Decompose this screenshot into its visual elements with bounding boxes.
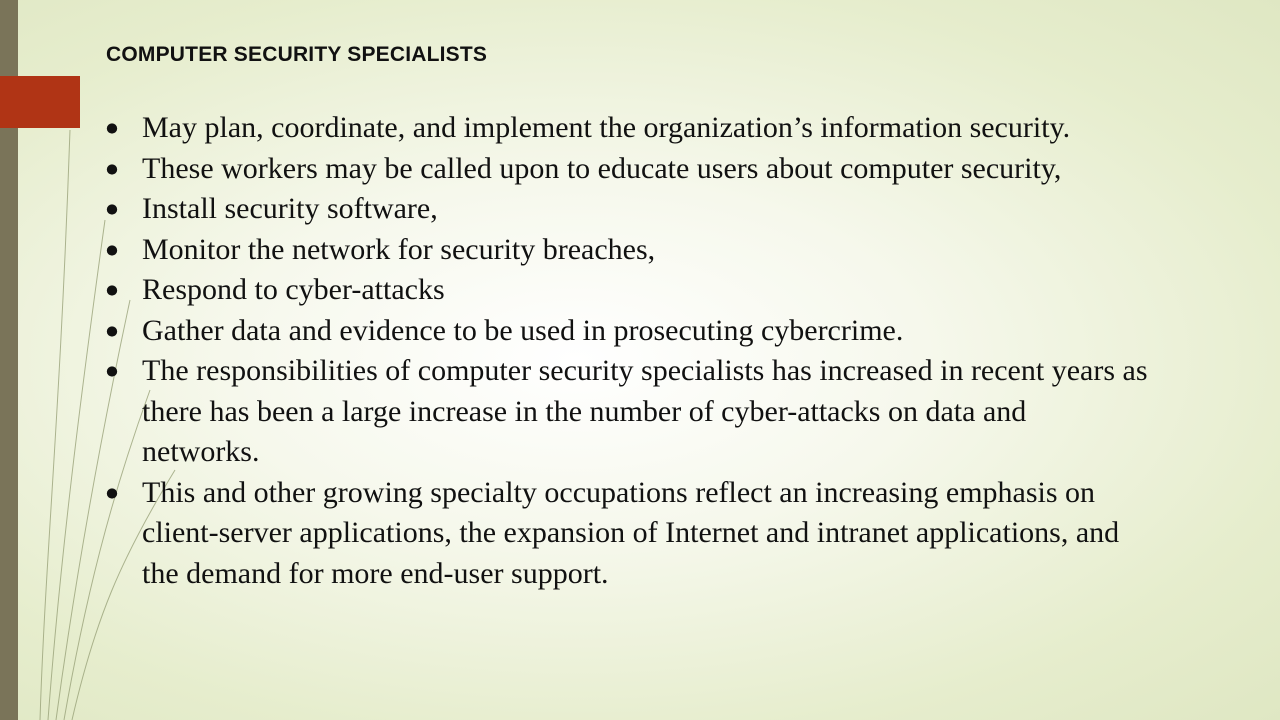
bullet-dot-icon: ⦁: [106, 155, 118, 182]
bullet-item: [100, 189, 1150, 230]
bullet-text: Gather data and evidence to be used in prosecuting cybercrime.: [142, 313, 904, 347]
bullet-text: Install security software,: [142, 192, 438, 225]
bullet-item: [100, 270, 1150, 311]
bullet-text: These workers may be called upon to educate users about computer security,: [142, 151, 1062, 185]
bullet-item: [100, 108, 1150, 149]
bullet-item: [100, 351, 1150, 473]
bullet-item: [100, 473, 1150, 595]
bullet-dot-icon: ⦁: [106, 196, 118, 222]
bullet-item: [100, 311, 1150, 352]
bullet-list: [100, 108, 1150, 594]
bullet-text: Respond to cyber-attacks: [142, 273, 445, 306]
bullet-dot-icon: ⦁: [106, 277, 118, 303]
accent-tab: [0, 76, 80, 128]
bullet-item: [100, 149, 1150, 190]
slide-title: COMPUTER SECURITY SPECIALISTS: [106, 43, 488, 66]
bullet-dot-icon: ⦁: [106, 115, 118, 141]
bullet-dot-icon: ⦁: [106, 236, 118, 263]
bullet-item: [100, 230, 1150, 271]
bullet-dot-icon: ⦁: [106, 317, 118, 344]
bullet-text: The responsibilities of computer security specialists has increased in recent years as there has been a large increase in the number of cyber-attacks on data and networks.: [142, 354, 1148, 468]
bullet-text: Monitor the network for security breaches,: [142, 232, 656, 266]
bullet-dot-icon: ⦁: [106, 358, 118, 384]
bullet-text: May plan, coordinate, and implement the organization’s information security.: [142, 111, 1071, 144]
bullet-dot-icon: ⦁: [106, 479, 118, 506]
bullet-text: This and other growing specialty occupations reflect an increasing emphasis on client-server applications, the expansion of Internet and intranet applications, and the demand for more end-user support.: [142, 475, 1120, 590]
